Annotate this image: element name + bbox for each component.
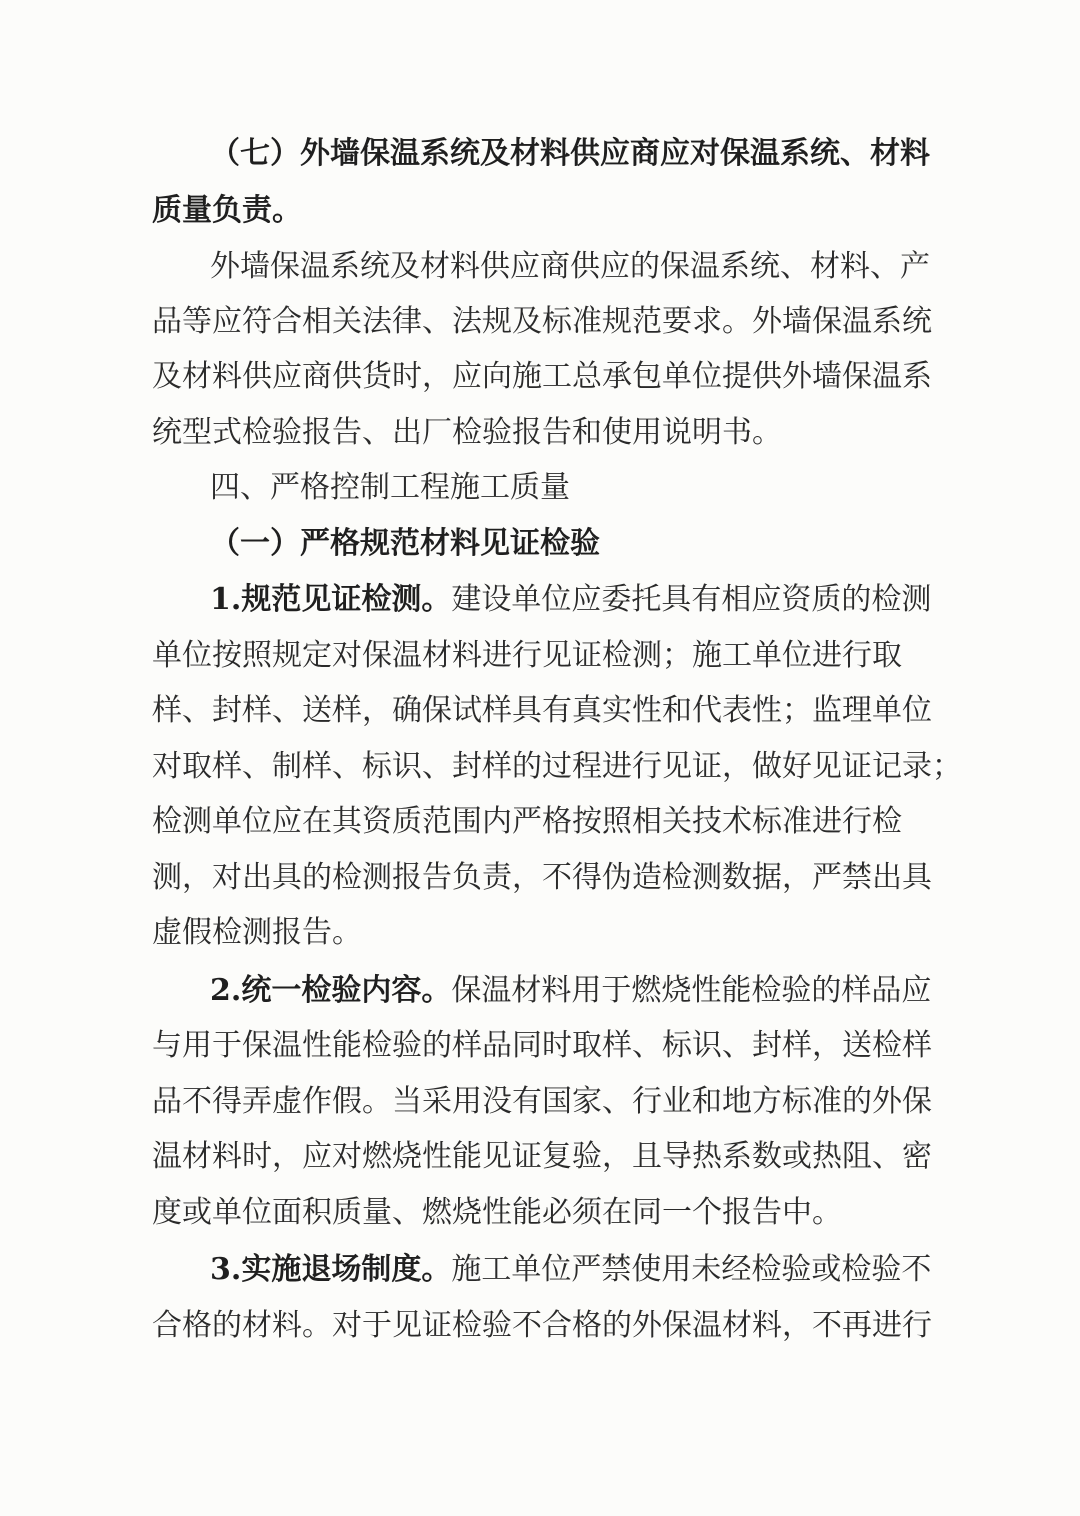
item-1-first-line (210, 580, 932, 620)
section-heading-line-2: 质量负责。 (152, 193, 302, 228)
item-3-first-rest: 施工单位严禁使用未经检验或检验不 (451, 1252, 932, 1287)
paragraph-line: 温材料时，应对燃烧性能见证复验，且导热系数或热阻、密 (152, 1139, 932, 1174)
paragraph-line: 对取样、制样、标识、封样的过程进行见证，做好见证记录； (152, 749, 962, 784)
paragraph-line: 样、封样、送样，确保试样具有真实性和代表性；监理单位 (152, 693, 932, 728)
item-1-lead: 1.规范见证检测。 (210, 582, 452, 617)
part-title: 四、严格控制工程施工质量 (210, 470, 570, 505)
item-3-lead: 3.实施退场制度。 (210, 1252, 452, 1287)
section-heading-line-1: （七）外墙保温系统及材料供应商应对保温系统、材料 (210, 136, 930, 171)
paragraph-line: 单位按照规定对保温材料进行见证检测；施工单位进行取 (152, 638, 902, 673)
paragraph-line: 品等应符合相关法律、法规及标准规范要求。外墙保温系统 (152, 304, 932, 339)
paragraph-line: 虚假检测报告。 (152, 915, 362, 950)
item-2-lead: 2.统一检验内容。 (210, 973, 452, 1008)
paragraph-line: 测，对出具的检测报告负责，不得伪造检测数据，严禁出具 (152, 860, 932, 895)
item-1-first-rest: 建设单位应委托具有相应资质的检测 (451, 582, 932, 617)
item-3-first-line (210, 1250, 932, 1290)
paragraph-line: 度或单位面积质量、燃烧性能必须在同一个报告中。 (152, 1195, 842, 1230)
item-2-first-line (210, 971, 932, 1011)
paragraph-line: 及材料供应商供货时，应向施工总承包单位提供外墙保温系 (152, 359, 932, 394)
item-2-first-rest: 保温材料用于燃烧性能检验的样品应 (451, 973, 932, 1008)
paragraph-line: 外墙保温系统及材料供应商供应的保温系统、材料、产 (210, 249, 930, 284)
paragraph-line: 与用于保温性能检验的样品同时取样、标识、封样，送检样 (152, 1028, 932, 1063)
paragraph-line: 合格的材料。对于见证检验不合格的外保温材料，不再进行 (152, 1308, 932, 1343)
subsection-title: （一）严格规范材料见证检验 (210, 526, 600, 561)
paragraph-line: 统型式检验报告、出厂检验报告和使用说明书。 (152, 415, 782, 450)
paragraph-line: 检测单位应在其资质范围内严格按照相关技术标准进行检 (152, 804, 902, 839)
paragraph-line: 品不得弄虚作假。当采用没有国家、行业和地方标准的外保 (152, 1084, 932, 1119)
